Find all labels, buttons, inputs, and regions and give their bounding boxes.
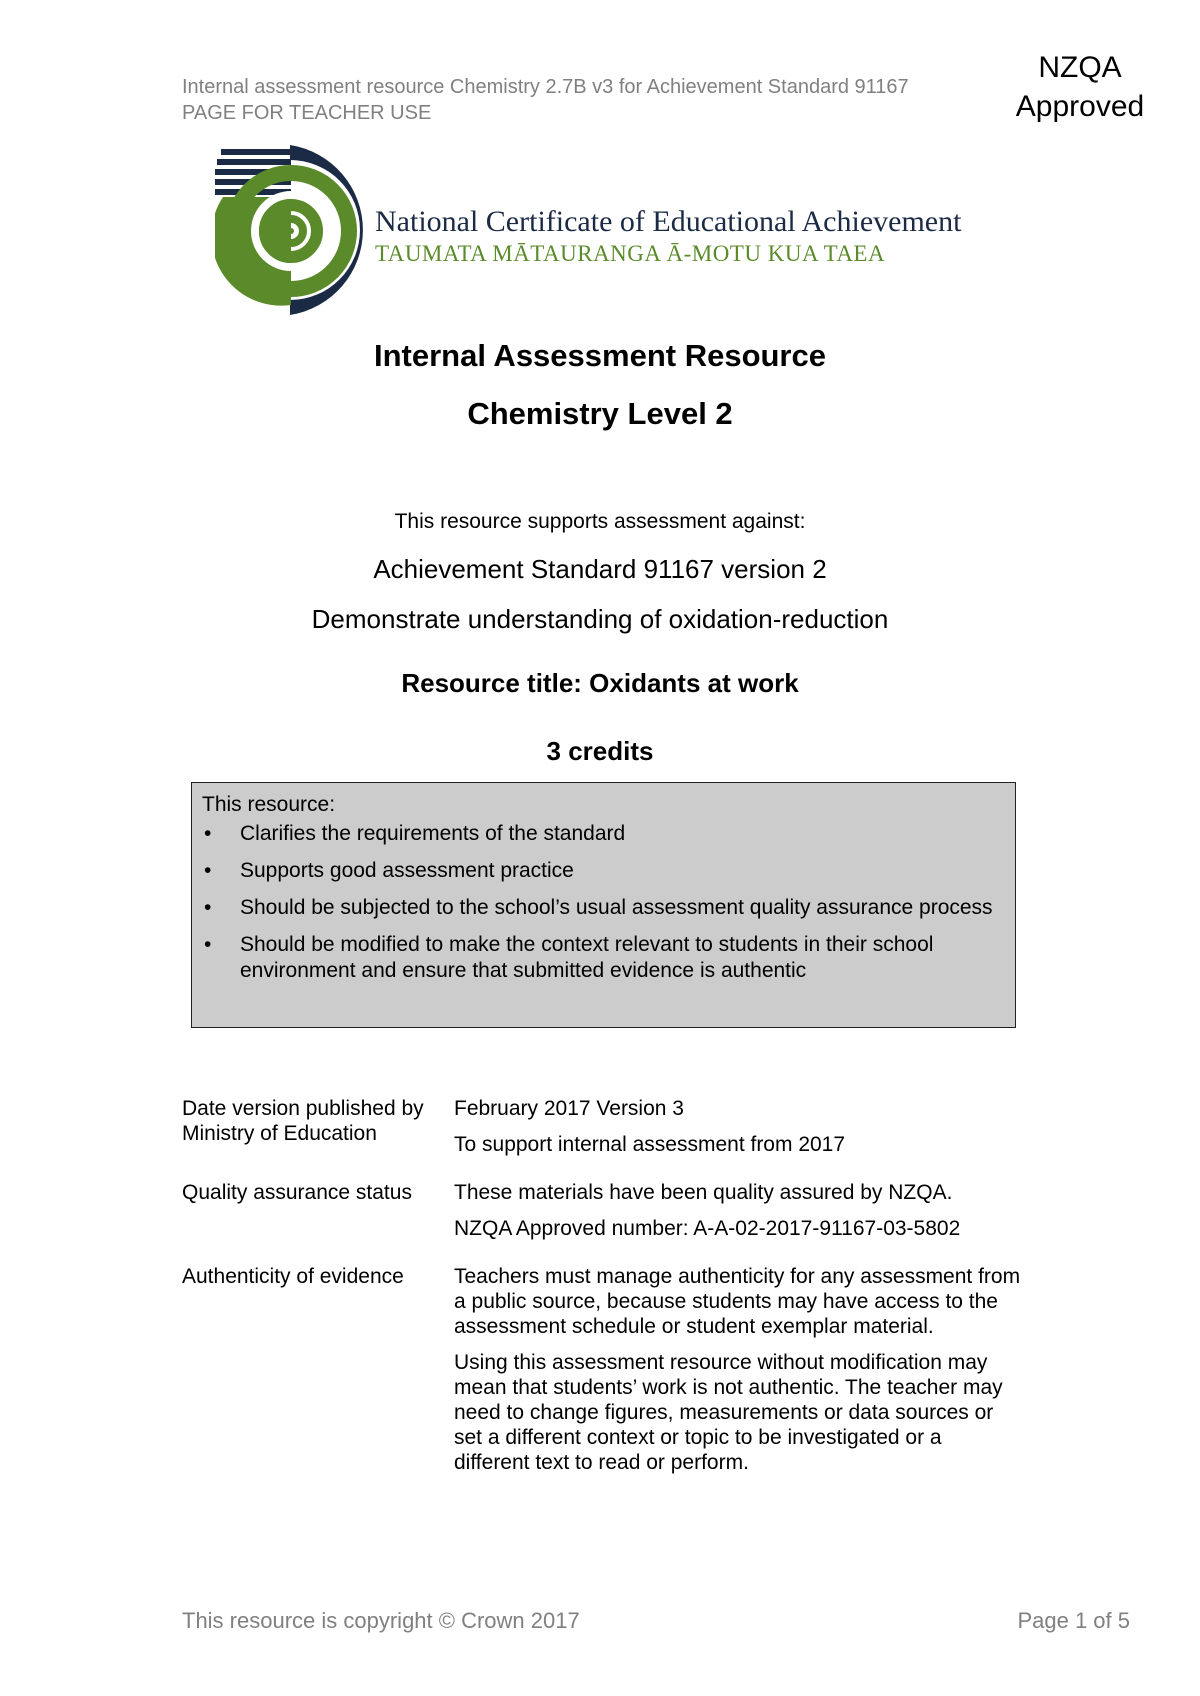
authenticity-label: Authenticity of evidence bbox=[182, 1265, 404, 1288]
qa-label: Quality assurance status bbox=[182, 1181, 412, 1204]
authenticity-paragraph-1: Teachers must manage authenticity for any assessment from a public source, because students may have access to the assessment schedule or student exemplar material. bbox=[454, 1265, 1021, 1338]
document-title: Internal Assessment Resource bbox=[374, 338, 826, 373]
metadata-table bbox=[182, 1096, 1022, 1486]
standard-description: Demonstrate understanding of oxidation-reduction bbox=[311, 604, 889, 634]
approved-line-1: NZQA bbox=[1038, 51, 1122, 84]
qa-statement: These materials have been quality assured by NZQA. bbox=[454, 1181, 953, 1204]
credits: 3 credits bbox=[546, 736, 654, 766]
list-item: • Should be subjected to the school’s usual assessment quality assurance process bbox=[202, 895, 1005, 921]
qa-approved-number: NZQA Approved number: A-A-02-2017-91167-03-5802 bbox=[454, 1217, 961, 1240]
date-version: February 2017 Version 3 bbox=[454, 1097, 684, 1120]
table-row bbox=[182, 1264, 1022, 1486]
list-item: • Supports good assessment practice bbox=[202, 858, 1005, 884]
list-item: • Clarifies the requirements of the standard bbox=[202, 821, 1005, 847]
ncea-logo bbox=[215, 145, 975, 315]
footer-copyright: This resource is copyright © Crown 2017 bbox=[182, 1608, 580, 1633]
supports-text: This resource supports assessment against: bbox=[394, 510, 806, 533]
achievement-standard: Achievement Standard 91167 version 2 bbox=[373, 554, 827, 584]
header-line-1: Internal assessment resource Chemistry 2.7B v3 for Achievement Standard 91167 bbox=[182, 76, 909, 98]
resource-box-intro: This resource: bbox=[202, 793, 336, 816]
resource-info-box bbox=[191, 782, 1016, 1028]
document-header bbox=[182, 74, 909, 126]
date-label: Date version published by Ministry of Education bbox=[182, 1097, 424, 1145]
table-row bbox=[182, 1180, 1022, 1264]
authenticity-paragraph-2: Using this assessment resource without modification may mean that students’ work is not authentic. The teacher may need to change figures, measurements or data sources or set a different context or topic to be investigated or a different text to read or perform. bbox=[454, 1351, 1003, 1474]
date-support: To support internal assessment from 2017 bbox=[454, 1133, 846, 1156]
header-line-2: PAGE FOR TEACHER USE bbox=[182, 102, 432, 124]
qa-value bbox=[454, 1180, 1022, 1264]
list-item: • Should be modified to make the context relevant to students in their school environment and ensure that submitted evidence is authentic bbox=[202, 932, 1005, 984]
authenticity-value bbox=[454, 1264, 1022, 1486]
table-row bbox=[182, 1096, 1022, 1180]
document-subtitle: Chemistry Level 2 bbox=[467, 396, 733, 431]
logo-text-english: National Certificate of Educational Achievement bbox=[375, 205, 962, 238]
nzqa-approved-mark bbox=[1000, 48, 1160, 126]
resource-title: Resource title: Oxidants at work bbox=[401, 668, 799, 698]
resource-box-list bbox=[202, 821, 1005, 984]
spiral-icon bbox=[215, 145, 363, 315]
logo-text-maori: TAUMATA MĀTAURANGA Ā-MOTU KUA TAEA bbox=[375, 241, 886, 266]
footer-page-number: Page 1 of 5 bbox=[1017, 1608, 1130, 1633]
date-value bbox=[454, 1096, 1022, 1180]
approved-line-2: Approved bbox=[1015, 90, 1145, 123]
